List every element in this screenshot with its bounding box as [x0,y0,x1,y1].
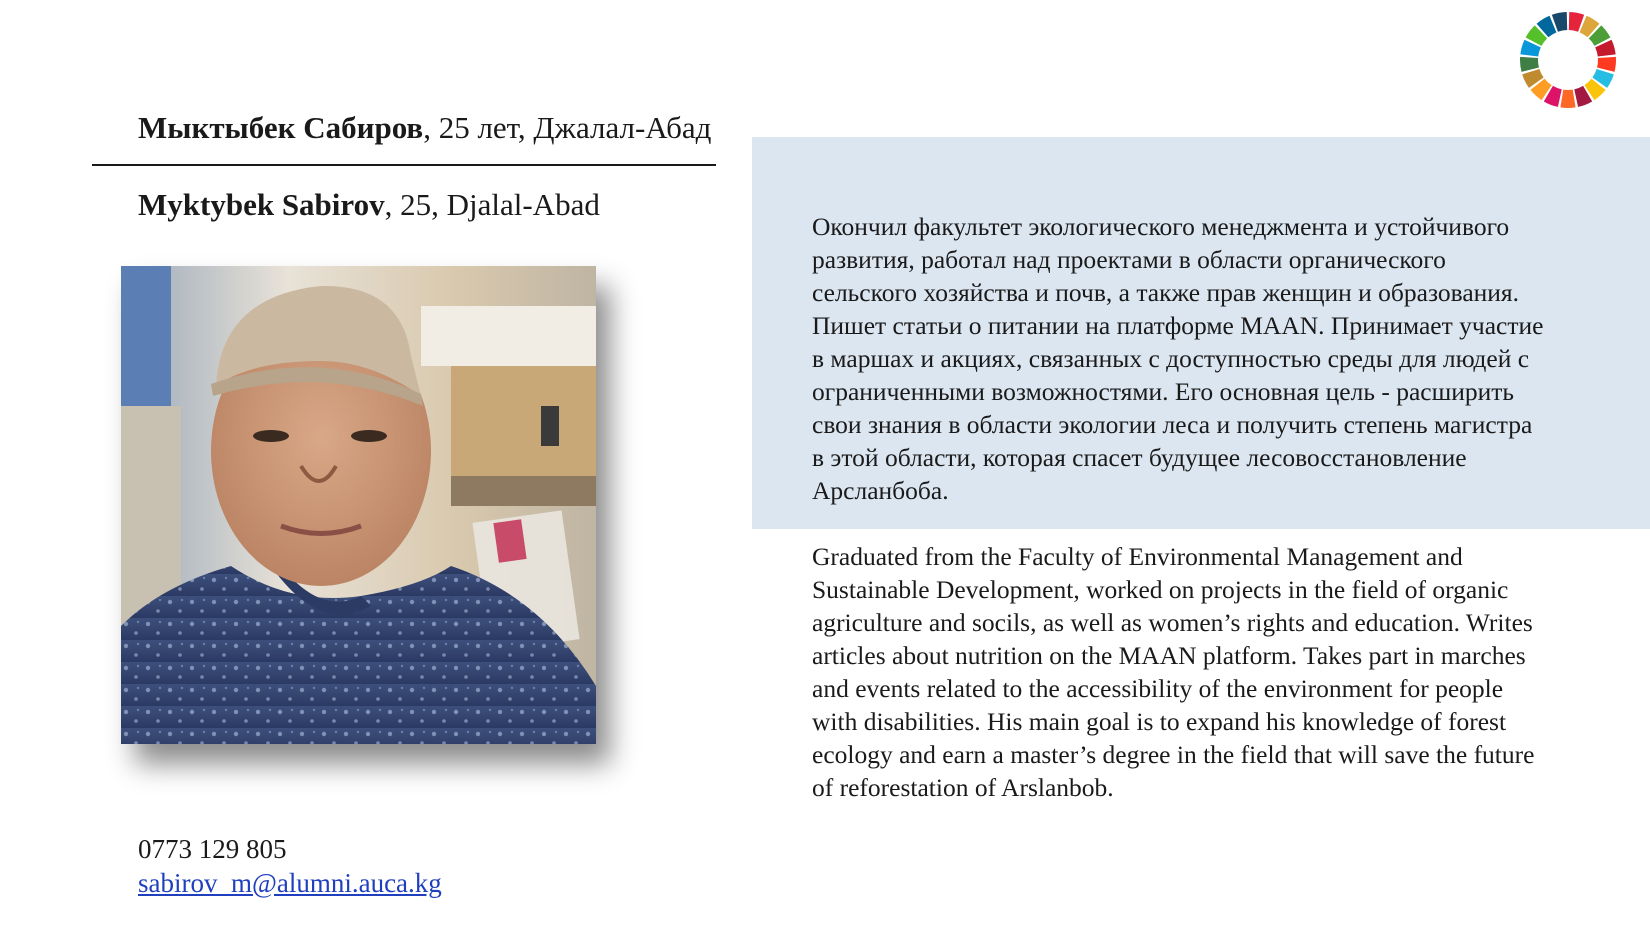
bio-russian-text: Окончил факультет экологического менеджмента и устойчивого развития, работал над проектами в области органического сельского хозяйства и почв, а также прав женщин и образования. Пишет статьи о питании на платформе MAAN. Принимает участие в маршах и акциях, связанных с доступностью среды для людей с ограниченными возможностями. Его основная цель - расширить свои знания в области экологии леса и получить степень магистра в этой области, которая спасет будущее лесовосстановление Арсланбоба. [812,212,1544,505]
portrait-photo [121,266,596,744]
sdg-wheel-icon [1518,10,1618,110]
header-divider [92,164,716,166]
name-en-bold: Myktybek Sabirov [138,187,385,222]
bio-english-text: Graduated from the Faculty of Environmental Management and Sustainable Development, worked on projects in the field of organic agriculture and socils, as well as women’s rights and education. Writes articles about nutrition on the MAAN platform. Takes part in marches and events related to the accessibility of the environment for people with disabilities. His main goal is to expand his knowledge of forest ecology and earn a master’s degree in the field that will save the future of reforestation of Arslanbob. [812,542,1535,802]
sdg-wheel-segment [1520,57,1539,72]
name-en-details: , 25, Djalal-Abad [384,187,600,222]
sdg-wheel-segment [1560,90,1575,108]
sdg-wheel-segment [1597,57,1616,72]
name-english [138,185,600,225]
name-ru-bold: Мыктыбек Сабиров [138,110,424,145]
name-russian [138,108,711,148]
contact-email-link[interactable]: sabirov_m@alumni.auca.kg [138,868,442,898]
contact-phone: 0773 129 805 [138,834,287,864]
name-ru-details: , 25 лет, Джалал-Абад [423,110,712,145]
